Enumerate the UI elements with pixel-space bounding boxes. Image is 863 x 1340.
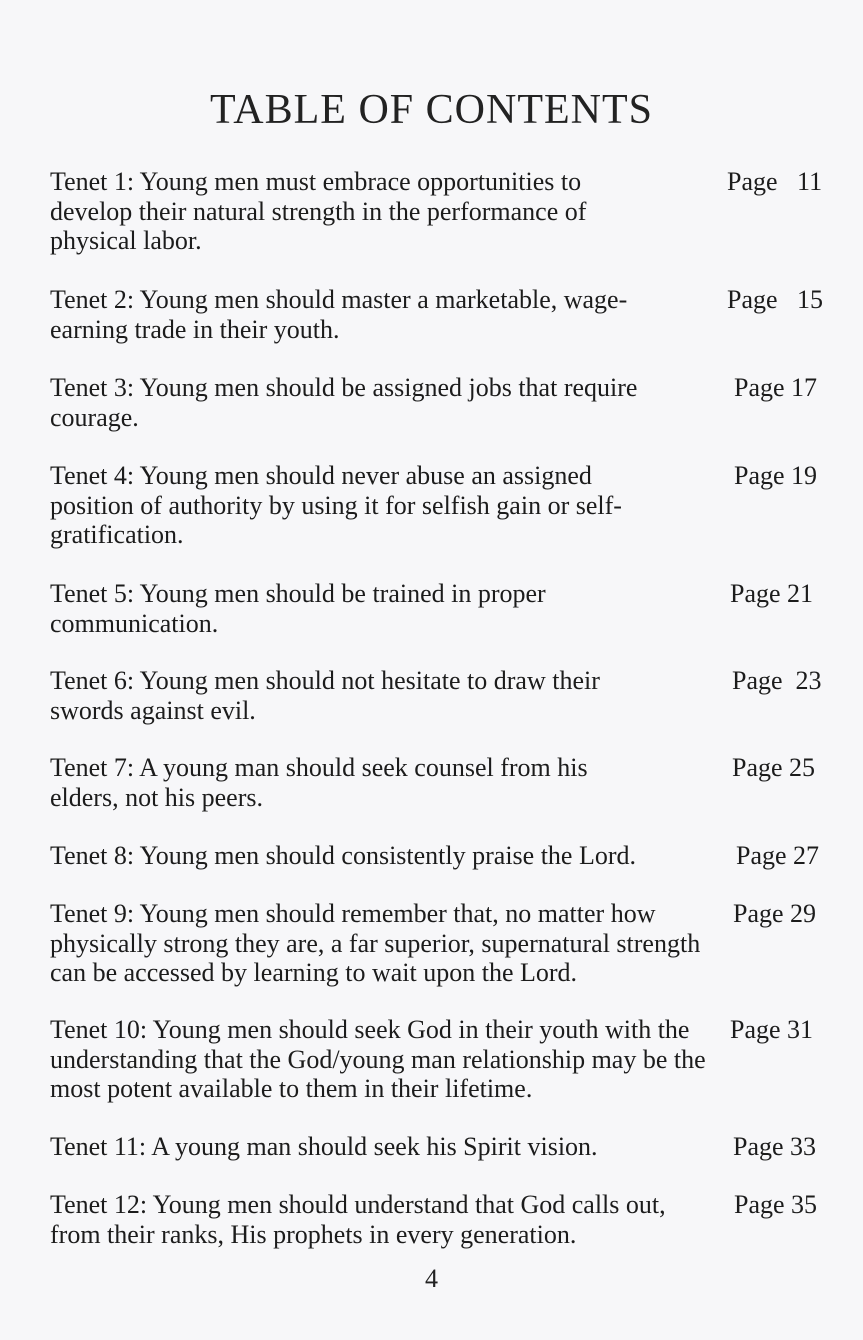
toc-entry-page: Page 11	[727, 167, 823, 196]
toc-entry	[50, 753, 830, 812]
toc-entry-page: Page 27	[736, 841, 820, 870]
toc-entry-text: Tenet 6: Young men should not hesitate to draw their swords against evil.	[50, 666, 600, 725]
toc-entry-text: Tenet 3: Young men should be assigned jobs that require courage.	[50, 373, 638, 432]
toc-entry-text: Tenet 12: Young men should understand that God calls out, from their ranks, His prophets in every generation.	[50, 1190, 666, 1249]
toc-entry	[50, 285, 830, 344]
toc-entry-text: Tenet 2: Young men should master a marketable, wage-earning trade in their youth.	[50, 285, 628, 344]
toc-entry	[50, 666, 830, 725]
toc-entry-text: Tenet 9: Young men should remember that, no matter how physically strong they are, a far superior, supernatural strength can be accessed by learning to wait upon the Lord.	[50, 899, 701, 987]
toc-entry	[50, 841, 830, 871]
toc-entry-text: Tenet 10: Young men should seek God in their youth with the understanding that the God/young man relationship may be the most potent available to them in their lifetime.	[50, 1015, 706, 1103]
toc-entry-page: Page 17	[734, 373, 818, 402]
toc-entry-text: Tenet 11: A young man should seek his Spirit vision.	[50, 1132, 598, 1161]
toc-entry	[50, 461, 830, 550]
toc-entry	[50, 899, 830, 988]
toc-entry	[50, 1190, 830, 1249]
toc-entry	[50, 1015, 830, 1104]
toc-entry-text: Tenet 4: Young men should never abuse an assigned position of authority by using it for selfish gain or self-gratification.	[50, 461, 622, 549]
toc-entry-page: Page 15	[727, 285, 824, 314]
toc-entry-text: Tenet 8: Young men should consistently praise the Lord.	[50, 841, 637, 870]
toc-entry	[50, 1132, 830, 1162]
toc-entry	[50, 167, 830, 256]
toc-entry	[50, 579, 830, 638]
toc-entry-page: Page 29	[733, 899, 817, 928]
toc-entry-page: Page 35	[734, 1190, 818, 1219]
toc-entry-page: Page 25	[732, 753, 816, 782]
toc-entry-page: Page 19	[734, 461, 818, 490]
toc-entry-page: Page 31	[730, 1015, 814, 1044]
page-title: TABLE OF CONTENTS	[210, 87, 653, 133]
toc-entry-page: Page 23	[732, 666, 822, 695]
toc-entry-text: Tenet 7: A young man should seek counsel from his elders, not his peers.	[50, 753, 588, 812]
page-number: 4	[425, 1264, 438, 1293]
toc-entry-text: Tenet 5: Young men should be trained in proper communication.	[50, 579, 546, 638]
toc-entry-page: Page 33	[733, 1132, 817, 1161]
toc-entry	[50, 373, 830, 432]
toc-entry-text: Tenet 1: Young men must embrace opportunities to develop their natural strength in the performance of physical labor.	[50, 167, 587, 255]
toc-entry-page: Page 21	[730, 579, 814, 608]
